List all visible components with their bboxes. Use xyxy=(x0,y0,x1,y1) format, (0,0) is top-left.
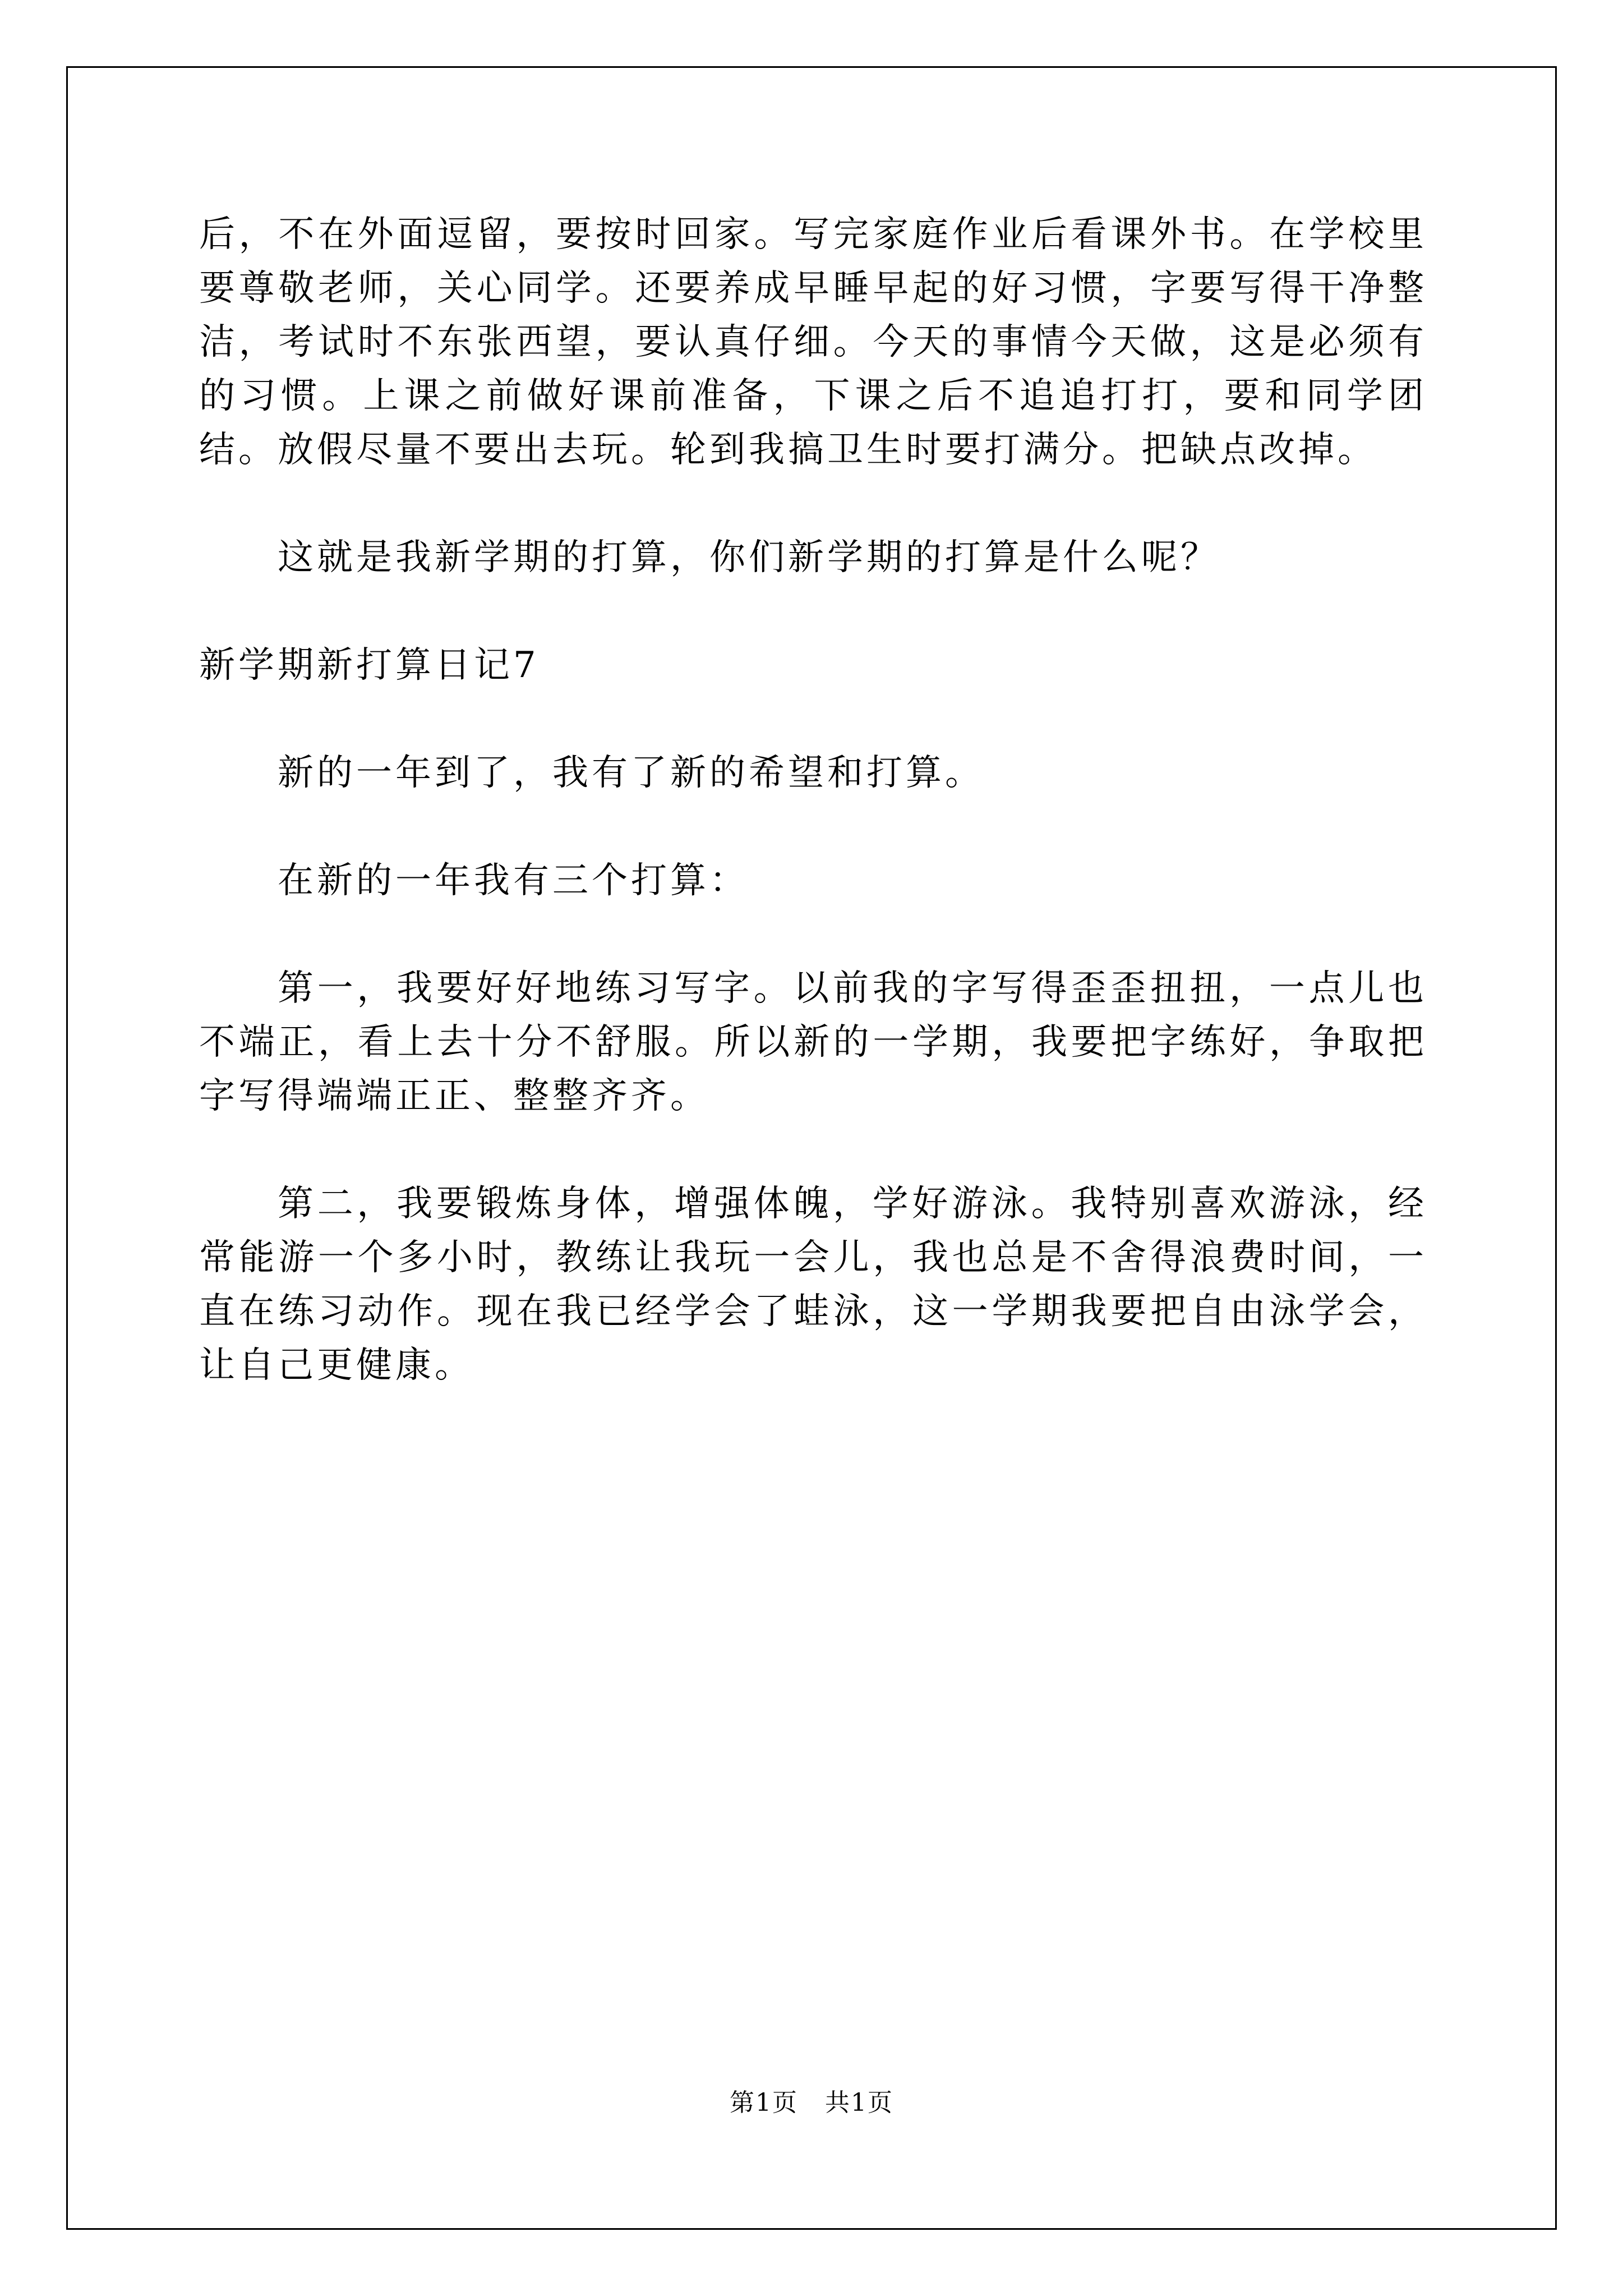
paragraph-plans-lead: 在新的一年我有三个打算： xyxy=(278,860,749,901)
paragraph-plan-one: 第一，我要好好地练习写字。以前我的字写得歪歪扭扭，一点儿也不端正，看上去十分不舒服。所以新的一学期，我要把字练好，争取把字写得端端正正、整整齐齐。 xyxy=(199,968,1427,1117)
paragraph-continuation: 后，不在外面逗留，要按时回家。写完家庭作业后看课外书。在学校里要尊敬老师，关心同学。还要养成早睡早起的好习惯，字要写得干净整洁，考试时不东张西望，要认真仔细。今天的事情今天做，这是必须有的习惯。上课之前做好课前准备，下课之后不追追打打，要和同学团结。放假尽量不要出去玩。轮到我搞卫生时要打满分。把缺点改掉。 xyxy=(199,214,1427,471)
paragraph-intro: 新的一年到了，我有了新的希望和打算。 xyxy=(278,752,984,794)
page-number-footer: 第1页 共1页 xyxy=(730,2088,893,2117)
paragraph-plan-two: 第二，我要锻炼身体，增强体魄，学好游泳。我特别喜欢游泳，经常能游一个多小时，教练让我玩一会儿，我也总是不舍得浪费时间，一直在练习动作。现在我已经学会了蛙泳，这一学期我要把自由泳学会，让自己更健康。 xyxy=(199,1183,1427,1386)
document-body xyxy=(199,208,1427,1446)
section-title: 新学期新打算日记7 xyxy=(199,645,540,686)
paragraph-closing-question: 这就是我新学期的打算，你们新学期的打算是什么呢？ xyxy=(278,537,1220,578)
